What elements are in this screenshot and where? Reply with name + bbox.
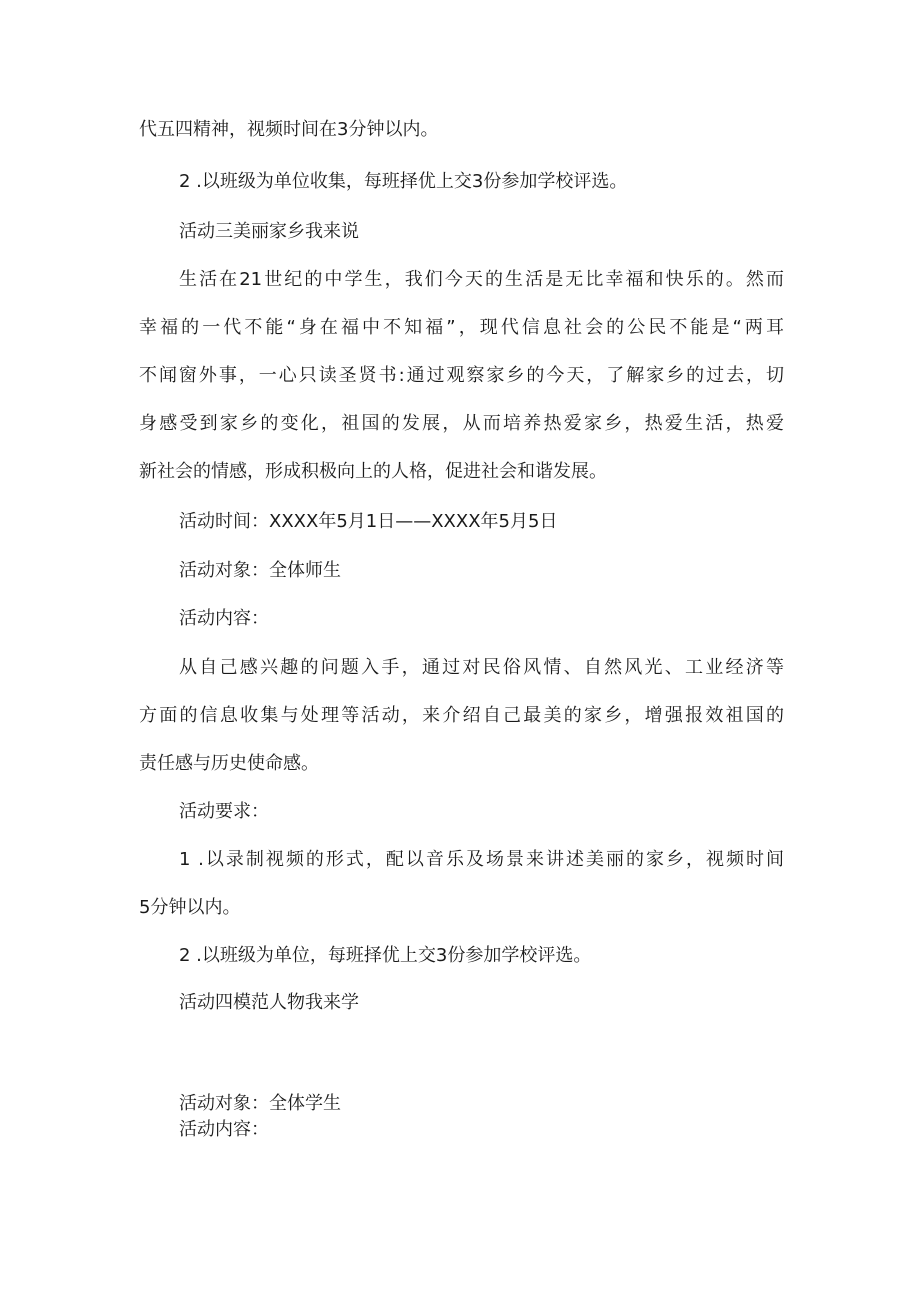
paragraph-line: 生活在21世纪的中学生，我们今天的生活是无比幸福和快乐的。然而 bbox=[179, 269, 784, 290]
list-item-2: 2 .以班级为单位，每班择优上交3份参加学校评选。 bbox=[179, 945, 592, 966]
paragraph-line: 幸福的一代不能“身在福中不知福”，现代信息社会的公民不能是“两耳 bbox=[139, 317, 784, 338]
paragraph-line: 新社会的情感，形成积极向上的人格，促进社会和谐发展。 bbox=[139, 461, 607, 482]
list-item-1-continued: 5分钟以内。 bbox=[139, 897, 241, 918]
list-item-1: 1 .以录制视频的形式，配以音乐及场景来讲述美丽的家乡，视频时间 bbox=[179, 849, 784, 870]
activity-target: 活动对象：全体师生 bbox=[179, 560, 341, 581]
list-item-2: 2 .以班级为单位收集，每班择优上交3份参加学校评选。 bbox=[179, 171, 628, 192]
activity-target: 活动对象：全体学生 bbox=[179, 1093, 341, 1114]
paragraph-line: 不闻窗外事，一心只读圣贤书:通过观察家乡的今天，了解家乡的过去，切 bbox=[139, 365, 784, 386]
section-heading-activity-4: 活动四模范人物我来学 bbox=[179, 992, 359, 1013]
paragraph-line: 责任感与历史使命感。 bbox=[139, 753, 319, 774]
activity-time: 活动时间：XXXX年5月1日——XXXX年5月5日 bbox=[179, 511, 558, 532]
activity-requirements-label: 活动要求： bbox=[179, 801, 269, 822]
paragraph-line: 方面的信息收集与处理等活动，来介绍自己最美的家乡，增强报效祖国的 bbox=[139, 705, 784, 726]
paragraph-line: 从自己感兴趣的问题入手，通过对民俗风情、自然风光、工业经济等 bbox=[179, 657, 784, 678]
paragraph-line: 身感受到家乡的变化，祖国的发展，从而培养热爱家乡，热爱生活，热爱 bbox=[139, 413, 784, 434]
activity-content-label: 活动内容： bbox=[179, 608, 269, 629]
section-heading-activity-3: 活动三美丽家乡我来说 bbox=[179, 221, 359, 242]
activity-content-label: 活动内容： bbox=[179, 1119, 269, 1140]
text-line: 代五四精神，视频时间在3分钟以内。 bbox=[139, 119, 439, 140]
